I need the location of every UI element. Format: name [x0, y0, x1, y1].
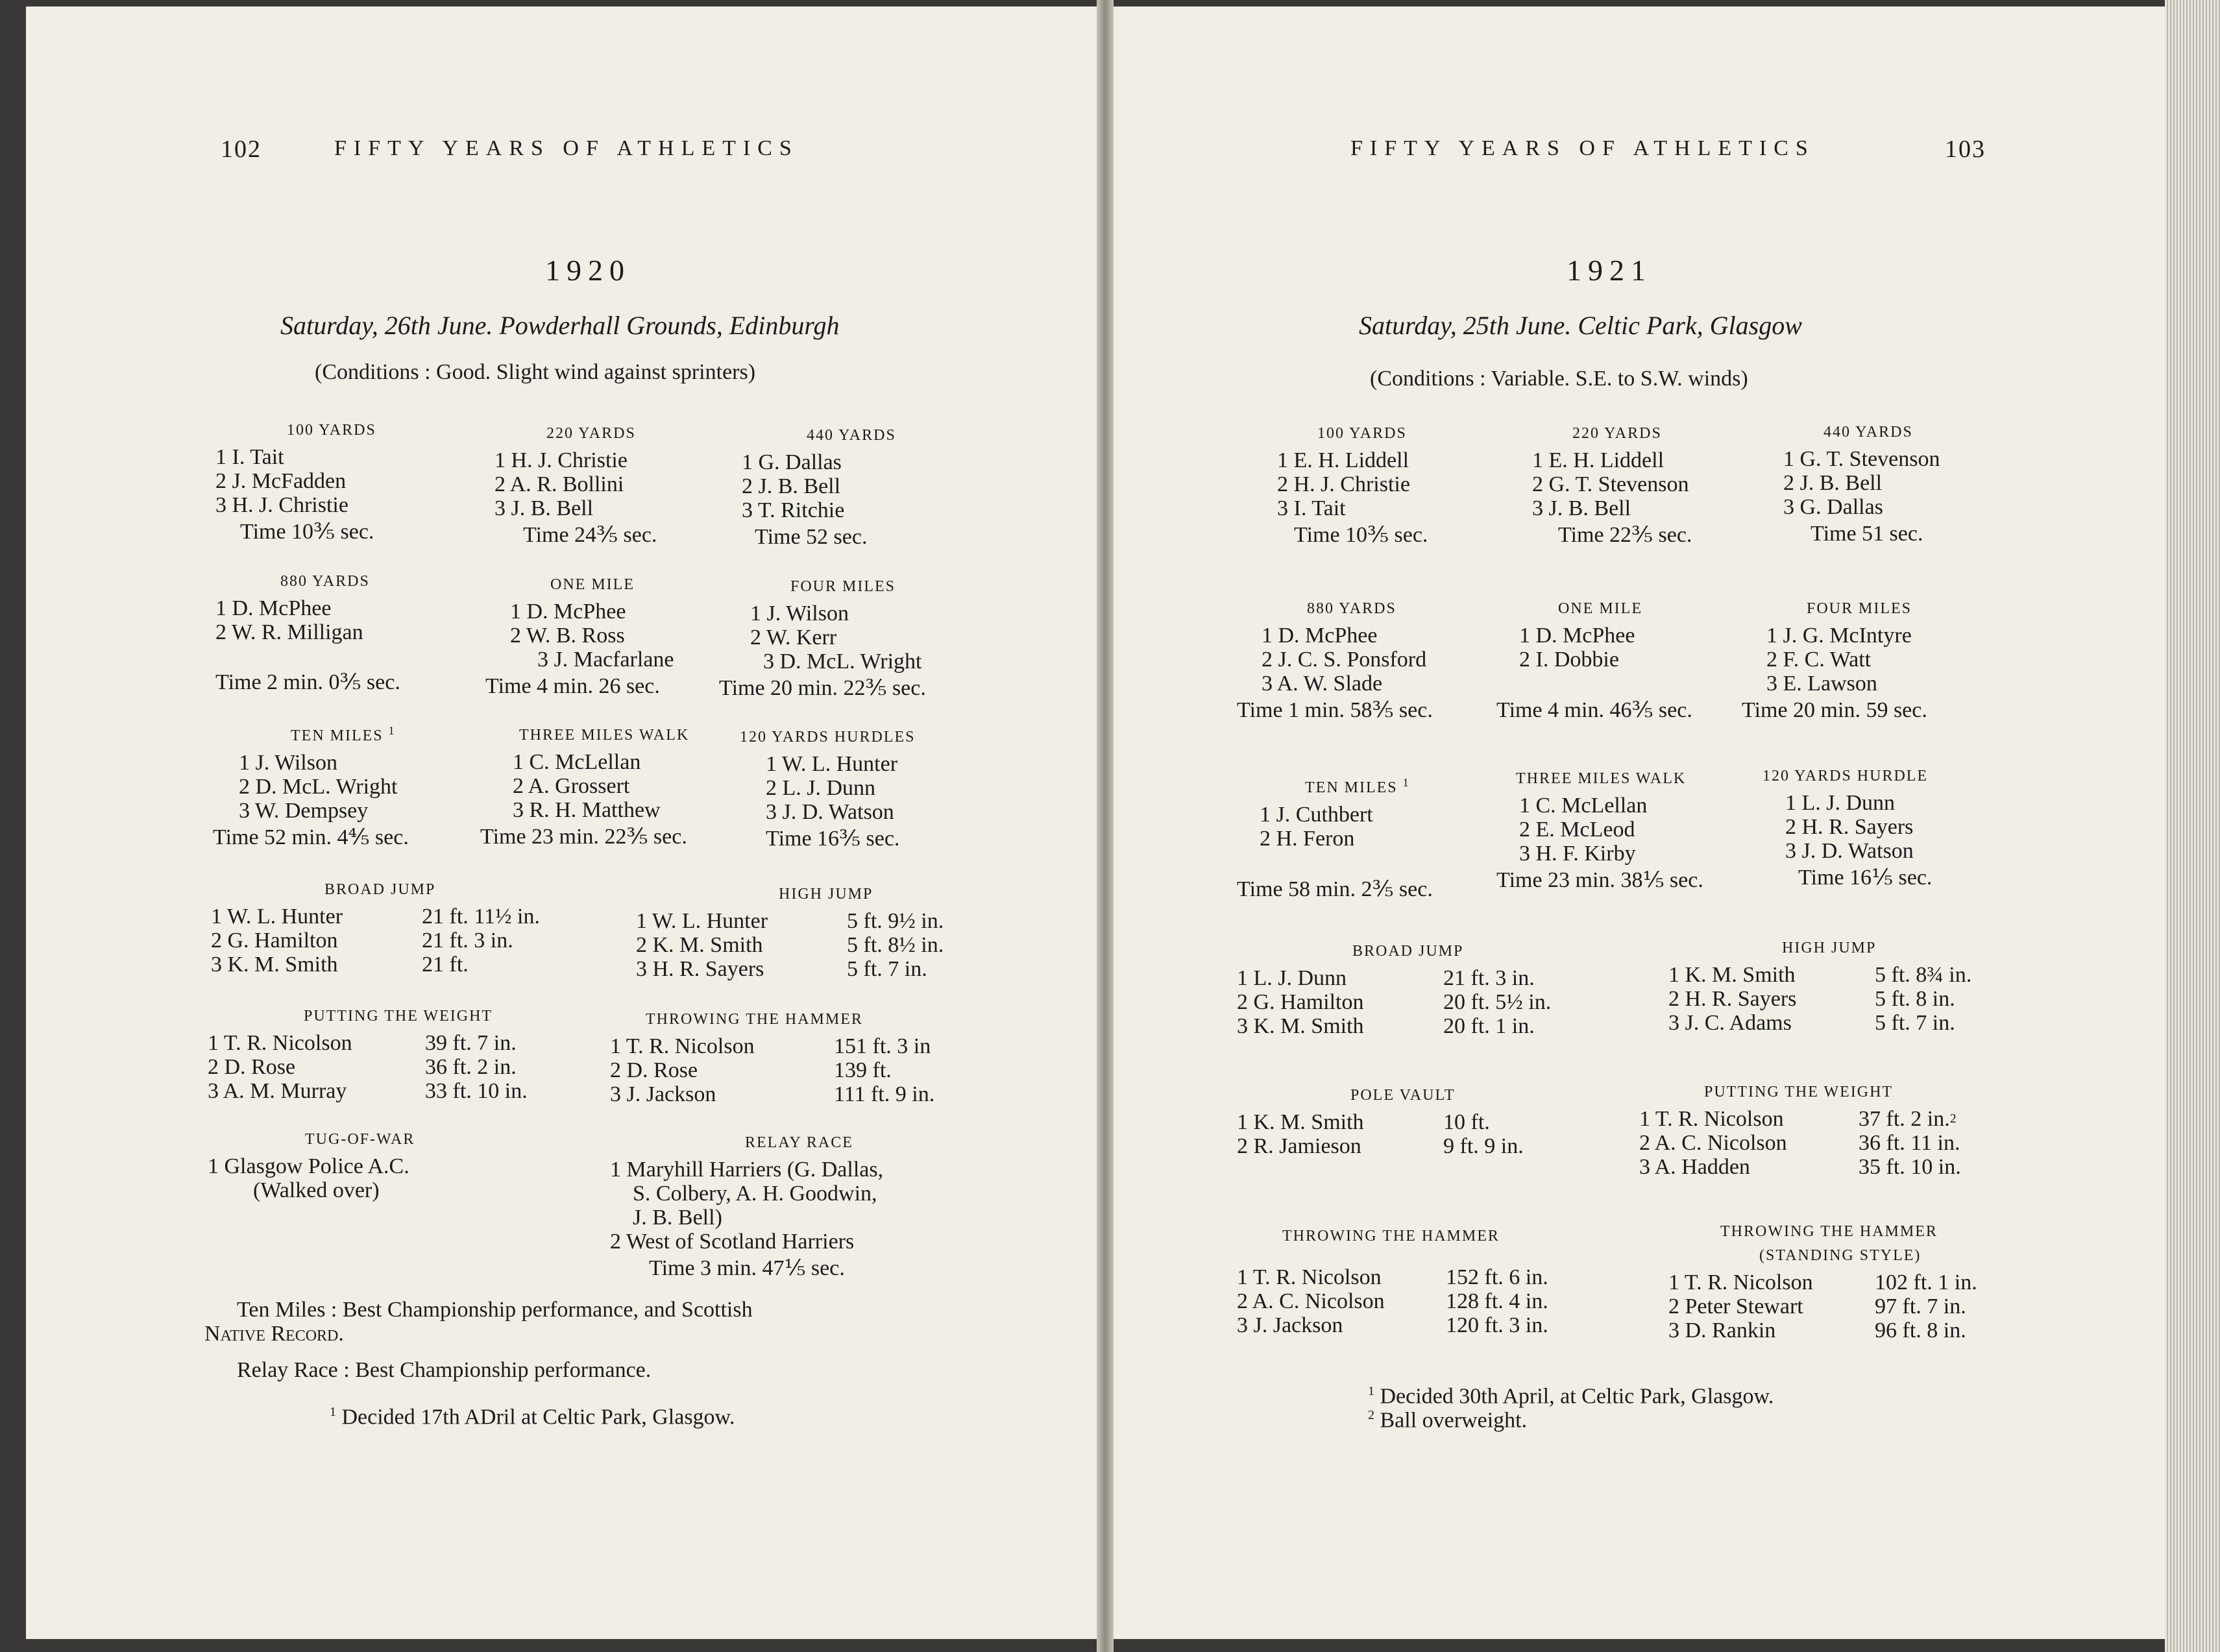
footnote-ref: 1 [388, 724, 396, 737]
event-throwing-the-hammer-standing [1668, 1220, 1977, 1342]
result-mark: 36 ft. 11 in. [1859, 1131, 1960, 1155]
event-title: 440 YARDS [807, 427, 896, 444]
event-relay-race [610, 1131, 883, 1280]
event-title: 120 YARDS HURDLE [1763, 768, 1929, 784]
meeting-subtitle: Saturday, 25th June. Celtic Park, Glasgow [1359, 311, 1802, 340]
event-time: Time 22⅗ sec. [1558, 523, 1692, 547]
event-time: Time 23 min. 38⅕ sec. [1496, 868, 1703, 892]
result-row [211, 905, 540, 929]
result-row: 2 W. B. Ross [510, 624, 625, 648]
result-row: 2 F. C. Watt [1766, 648, 1872, 672]
result-row [208, 1055, 528, 1079]
result-row: 1 D. McPhee [510, 600, 626, 624]
footnote-text: Ball overweight. [1380, 1408, 1528, 1433]
result-row: 2 H. Feron [1260, 827, 1355, 851]
event-title: THREE MILES WALK [519, 727, 690, 744]
result-row [1237, 1110, 1524, 1134]
result-row: 1 C. McLellan [1519, 794, 1648, 818]
event-title: PUTTING THE WEIGHT [304, 1008, 493, 1025]
event-title-text: TEN MILES [1305, 779, 1398, 796]
result-row: 3 J. D. Watson [1785, 839, 1914, 863]
result-row: 1 G. T. Stevenson [1783, 447, 1940, 471]
page-number: 102 [221, 136, 262, 163]
result-row: 3 W. Dempsey [239, 799, 369, 823]
result-row: 1 I. Tait [215, 445, 284, 469]
footnote-mark: 1 [1368, 1384, 1374, 1398]
event-time: Time 10⅗ sec. [240, 520, 374, 544]
event-putting-the-weight [208, 1004, 528, 1103]
record-note: Ten Miles : Best Championship performance, and Scottish [237, 1298, 753, 1322]
result-name: 2 H. R. Sayers [1668, 987, 1797, 1011]
event-throwing-the-hammer [610, 1008, 934, 1106]
event-time: Time 3 min. 47⅕ sec. [649, 1256, 845, 1280]
result-mark: 9 ft. 9 in. [1443, 1134, 1524, 1158]
result-mark: 102 ft. 1 in. [1875, 1270, 1977, 1294]
event-time: Time 52 sec. [755, 525, 868, 549]
event-title: TUG-OF-WAR [305, 1131, 415, 1148]
result-mark: 5 ft. 7 in. [1875, 1011, 1955, 1035]
result-name: 1 T. R. Nicolson [610, 1034, 755, 1058]
result-row: 3 G. Dallas [1783, 495, 1883, 519]
conditions-line: (Conditions : Variable. S.E. to S.W. winds) [1370, 367, 1748, 391]
result-row [636, 909, 944, 933]
footnote-2 [1368, 1408, 1527, 1433]
result-mark: 139 ft. [834, 1058, 892, 1082]
footnote-mark: 1 [330, 1405, 336, 1419]
result-row: 3 H. F. Kirby [1519, 842, 1636, 866]
right-page [1114, 6, 2165, 1639]
event-100-yards [1259, 422, 1428, 547]
result-row: 2 L. J. Dunn [766, 776, 876, 800]
result-mark: 33 ft. 10 in. [425, 1079, 528, 1103]
event-time: Time 52 min. 4⅘ sec. [213, 825, 409, 849]
result-mark: 37 ft. 2 in. [1859, 1107, 1950, 1131]
result-row: 2 J. C. S. Ponsford [1262, 648, 1427, 672]
event-title: FOUR MILES [1807, 600, 1912, 617]
event-title: ONE MILE [550, 576, 635, 593]
event-title: RELAY RACE [745, 1134, 853, 1151]
result-mark: 5 ft. 7 in. [847, 957, 927, 981]
footnote-ref: 2 [1949, 1111, 1957, 1126]
event-title: 880 YARDS [1307, 600, 1397, 617]
result-row [1237, 1014, 1551, 1038]
result-row: 2 J. B. Bell [742, 474, 841, 498]
footnote-text: Decided 17th ADril at Celtic Park, Glasgow. [341, 1405, 735, 1429]
result-row: 2 A. Grossert [513, 774, 630, 798]
event-220-yards [1514, 422, 1692, 547]
event-pole-vault [1237, 1084, 1524, 1158]
event-title: 100 YARDS [1317, 425, 1407, 442]
result-row: 2 E. McLeod [1519, 818, 1635, 842]
record-note-cont: Native Record. [204, 1322, 344, 1346]
event-440-yards [1765, 420, 1940, 546]
result-row: 1 J. Wilson [239, 751, 337, 775]
event-time: Time 20 min. 59 sec. [1742, 698, 1927, 722]
event-time: Time 4 min. 46⅗ sec. [1496, 698, 1692, 722]
result-row: 2 W. Kerr [750, 626, 837, 650]
result-mark: 20 ft. 5½ in. [1443, 990, 1552, 1014]
event-title: BROAD JUMP [324, 881, 436, 898]
conditions-line: (Conditions : Good. Slight wind against sprinters) [315, 360, 756, 384]
result-row [1237, 1265, 1548, 1289]
result-mark: 5 ft. 8½ in. [847, 933, 944, 957]
result-row: 3 R. H. Matthew [513, 798, 661, 822]
result-row: 2 J. McFadden [215, 469, 347, 493]
result-row: 1 H. J. Christie [494, 448, 628, 472]
event-440-yards [742, 424, 896, 549]
result-name: 3 K. M. Smith [211, 953, 338, 977]
event-ten-miles [213, 719, 409, 849]
result-row [208, 1079, 528, 1103]
year-heading: 1921 [1567, 254, 1652, 287]
result-name: 3 J. Jackson [610, 1082, 716, 1106]
result-name: 3 K. M. Smith [1237, 1014, 1364, 1038]
result-mark: 36 ft. 2 in. [425, 1055, 517, 1079]
result-mark: 96 ft. 8 in. [1875, 1318, 1966, 1342]
result-mark: 10 ft. [1443, 1110, 1490, 1134]
page-edges [2165, 0, 2220, 1652]
result-row [610, 1034, 934, 1058]
event-one-mile [1496, 597, 1692, 722]
footnote-1 [1368, 1384, 1774, 1409]
result-mark: 20 ft. 1 in. [1443, 1014, 1535, 1038]
event-title: 440 YARDS [1824, 424, 1913, 441]
event-title: FOUR MILES [790, 578, 896, 595]
result-row [208, 1031, 528, 1055]
result-row: 2 J. B. Bell [1783, 471, 1883, 495]
event-120-yards-hurdle [1763, 764, 1932, 890]
result-row: 1 Maryhill Harriers (G. Dallas, [610, 1158, 884, 1182]
event-time: Time 16⅗ sec. [766, 827, 900, 851]
footnote [330, 1405, 735, 1429]
result-name: 2 A. C. Nicolson [1237, 1289, 1385, 1313]
result-row: 3 E. Lawson [1766, 672, 1877, 696]
result-row: 2 West of Scotland Harriers [610, 1230, 855, 1254]
result-row [1668, 1270, 1977, 1294]
result-row [1668, 1011, 1971, 1035]
result-row [211, 953, 540, 977]
result-row [610, 1058, 934, 1082]
result-row: 3 I. Tait [1277, 496, 1346, 520]
event-title: POLE VAULT [1350, 1087, 1456, 1104]
result-name: 1 T. R. Nicolson [1639, 1107, 1784, 1131]
relay-note: Relay Race : Best Championship performance. [237, 1358, 652, 1382]
result-name: 1 K. M. Smith [1237, 1110, 1364, 1134]
left-page [26, 6, 1097, 1639]
event-120-yards-hurdles [740, 725, 915, 851]
result-name: 3 A. Hadden [1639, 1155, 1750, 1179]
result-row [1639, 1155, 1961, 1179]
result-row: 1 D. McPhee [1262, 624, 1378, 648]
result-mark: 5 ft. 8¾ in. [1875, 963, 1972, 987]
result-row: 1 J. Wilson [750, 601, 849, 626]
event-title: 220 YARDS [546, 425, 636, 442]
result-name: 1 T. R. Nicolson [208, 1031, 352, 1055]
result-row: 3 J. D. Watson [766, 800, 894, 824]
result-row: 3 J. B. Bell [1532, 496, 1631, 520]
event-title [291, 719, 409, 748]
result-row: 3 A. W. Slade [1262, 672, 1383, 696]
result-name: 1 W. L. Hunter [636, 909, 768, 933]
result-row: 2 D. McL. Wright [239, 775, 398, 799]
result-row: 1 J. Cuthbert [1260, 803, 1373, 827]
result-mark: 35 ft. 10 in. [1859, 1155, 1961, 1179]
result-name: 1 W. L. Hunter [211, 905, 343, 929]
result-mark: 151 ft. 3 in [834, 1034, 931, 1058]
event-throwing-the-hammer [1237, 1224, 1548, 1337]
result-name: 2 R. Jamieson [1237, 1134, 1361, 1158]
footnote-text: Decided 30th April, at Celtic Park, Glasgow. [1380, 1384, 1774, 1409]
result-row: 1 J. G. McIntyre [1766, 624, 1912, 648]
result-name: 2 D. Rose [610, 1058, 698, 1082]
result-row [1639, 1131, 1961, 1155]
event-time: Time 1 min. 58⅗ sec. [1237, 698, 1433, 722]
event-time: Time 16⅕ sec. [1798, 866, 1933, 890]
event-title [1305, 771, 1433, 800]
page-number: 103 [1945, 136, 1986, 163]
result-row: 3 H. J. Christie [215, 493, 348, 517]
result-mark: 21 ft. 3 in. [422, 929, 513, 953]
event-title: 220 YARDS [1572, 425, 1662, 442]
event-title: 880 YARDS [280, 573, 370, 590]
result-name: 3 D. Rankin [1668, 1318, 1776, 1342]
event-time: Time 24⅗ sec. [523, 523, 657, 547]
result-row [610, 1082, 934, 1106]
result-name: 1 T. R. Nicolson [1237, 1265, 1382, 1289]
result-row: (Walked over) [253, 1178, 380, 1202]
result-name: 2 D. Rose [208, 1055, 296, 1079]
result-name: 3 J. Jackson [1237, 1313, 1343, 1337]
result-row [1237, 1134, 1524, 1158]
event-title: HIGH JUMP [779, 886, 873, 903]
result-row [1237, 1313, 1548, 1337]
event-high-jump [636, 882, 944, 981]
result-row: 1 G. Dallas [742, 450, 842, 474]
result-name: 3 H. R. Sayers [636, 957, 764, 981]
event-four-miles [1742, 597, 1927, 722]
event-tug-of-war [208, 1128, 415, 1202]
meeting-subtitle: Saturday, 26th June. Powderhall Grounds, Edinburgh [280, 311, 840, 340]
event-title: THROWING THE HAMMER [1282, 1228, 1500, 1245]
event-title: 100 YARDS [287, 422, 376, 439]
result-row [1237, 966, 1551, 990]
result-row: 1 L. J. Dunn [1785, 791, 1896, 815]
result-mark: 97 ft. 7 in. [1875, 1294, 1966, 1318]
event-title: THROWING THE HAMMER [1720, 1223, 1938, 1240]
result-mark: 5 ft. 8 in. [1875, 987, 1955, 1011]
result-row: 1 W. L. Hunter [766, 752, 898, 776]
event-time: Time 51 sec. [1811, 522, 1923, 546]
result-row [1639, 1107, 1961, 1131]
event-880-yards [215, 570, 400, 694]
result-mark: 128 ft. 4 in. [1446, 1289, 1548, 1313]
footnote-mark: 2 [1368, 1408, 1374, 1422]
event-title: THROWING THE HAMMER [646, 1011, 863, 1028]
result-mark: 21 ft. 11½ in. [422, 905, 540, 929]
event-title: BROAD JUMP [1352, 943, 1464, 960]
event-time: Time 23 min. 22⅗ sec. [480, 825, 687, 849]
result-row: 1 C. McLellan [513, 750, 641, 774]
result-row: 3 T. Ritchie [742, 498, 845, 522]
event-title: THREE MILES WALK [1516, 770, 1687, 787]
result-row: 2 I. Dobbie [1519, 648, 1619, 672]
event-time: Time 58 min. 2⅗ sec. [1237, 877, 1433, 901]
event-one-mile [485, 573, 674, 698]
result-row: S. Colbery, A. H. Goodwin, [633, 1182, 877, 1206]
result-mark: 120 ft. 3 in. [1446, 1313, 1548, 1337]
result-row: 2 A. R. Bollini [494, 472, 624, 496]
event-time: Time 20 min. 22⅗ sec. [719, 676, 926, 700]
result-row: 3 J. B. Bell [494, 496, 594, 520]
event-high-jump [1668, 936, 1971, 1035]
result-name: 2 A. C. Nicolson [1639, 1131, 1787, 1155]
event-three-miles-walk [1496, 767, 1703, 892]
result-row: 1 D. McPhee [1519, 624, 1635, 648]
result-name: 3 J. C. Adams [1668, 1011, 1792, 1035]
event-time: Time 2 min. 0⅗ sec. [215, 670, 400, 694]
result-name: 1 T. R. Nicolson [1668, 1270, 1813, 1294]
event-880-yards [1237, 597, 1433, 722]
result-row: 2 H. R. Sayers [1785, 815, 1914, 839]
event-time: Time 10⅗ sec. [1294, 523, 1428, 547]
running-head: FIFTY YEARS OF ATHLETICS [334, 136, 799, 160]
result-mark: 5 ft. 9½ in. [847, 909, 944, 933]
result-row: 1 E. H. Liddell [1532, 448, 1665, 472]
result-row [636, 957, 944, 981]
result-row [1668, 1294, 1977, 1318]
result-mark: 21 ft. [422, 953, 469, 977]
event-subtitle: (STANDING STYLE) [1759, 1247, 1921, 1264]
event-220-yards [494, 422, 657, 547]
result-name: 2 K. M. Smith [636, 933, 763, 957]
result-name: 1 L. J. Dunn [1237, 966, 1347, 990]
result-name: 2 G. Hamilton [1237, 990, 1364, 1014]
event-title: 120 YARDS HURDLES [740, 729, 916, 746]
event-100-yards [215, 419, 376, 544]
event-time: Time 4 min. 26 sec. [485, 674, 660, 698]
result-row: 2 W. R. Milligan [215, 620, 363, 644]
result-row: 2 G. T. Stevenson [1532, 472, 1689, 496]
result-mark: 39 ft. 7 in. [425, 1031, 517, 1055]
event-broad-jump [1237, 940, 1551, 1038]
result-row [1668, 963, 1971, 987]
result-row [1668, 987, 1971, 1011]
result-name: 2 Peter Stewart [1668, 1294, 1803, 1318]
event-ten-miles [1237, 771, 1433, 901]
result-row: 3 J. Macfarlane [537, 648, 674, 672]
result-row: J. B. Bell) [633, 1206, 722, 1230]
event-three-miles-walk [480, 723, 689, 849]
result-name: 3 A. M. Murray [208, 1079, 347, 1103]
result-row: 2 H. J. Christie [1277, 472, 1410, 496]
event-title: ONE MILE [1558, 600, 1642, 617]
book-gutter [1097, 0, 1114, 1652]
result-row: 1 Glasgow Police A.C. [208, 1154, 409, 1178]
result-row [636, 933, 944, 957]
event-four-miles [719, 575, 926, 700]
result-name: 2 G. Hamilton [211, 929, 338, 953]
running-head: FIFTY YEARS OF ATHLETICS [1350, 136, 1815, 160]
event-title: HIGH JUMP [1782, 940, 1877, 956]
event-putting-the-weight [1639, 1080, 1961, 1179]
result-name: 1 K. M. Smith [1668, 963, 1796, 987]
footnote-ref: 1 [1402, 776, 1410, 789]
event-broad-jump [211, 878, 540, 977]
result-row [1237, 990, 1551, 1014]
result-mark: 21 ft. 3 in. [1443, 966, 1535, 990]
result-row [211, 929, 540, 953]
result-row [1668, 1318, 1977, 1342]
result-row: 1 E. H. Liddell [1277, 448, 1409, 472]
year-heading: 1920 [545, 254, 631, 287]
result-row: 3 D. McL. Wright [763, 650, 922, 674]
event-title: PUTTING THE WEIGHT [1704, 1084, 1894, 1100]
result-row: 1 D. McPhee [215, 596, 332, 620]
result-mark: 152 ft. 6 in. [1446, 1265, 1548, 1289]
result-mark: 111 ft. 9 in. [834, 1082, 935, 1106]
result-row [1237, 1289, 1548, 1313]
event-title-text: TEN MILES [291, 727, 384, 744]
